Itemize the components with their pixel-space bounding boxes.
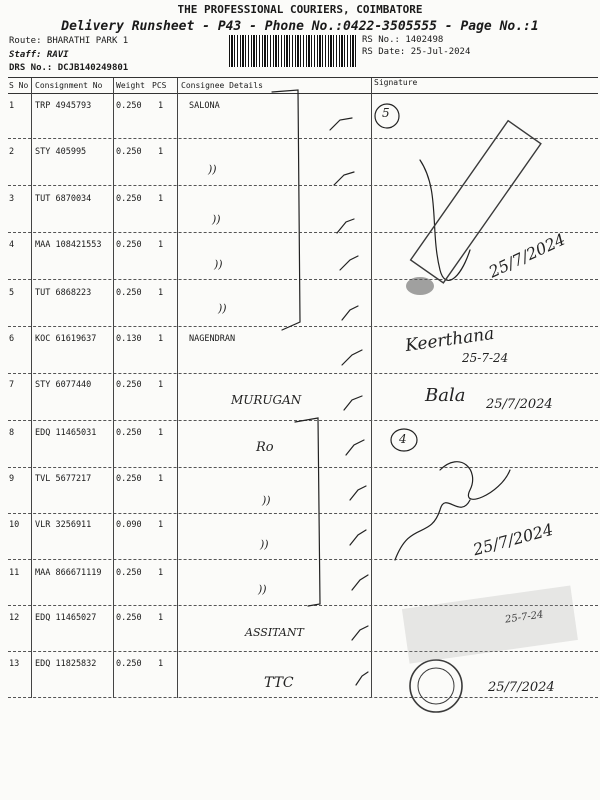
rs-date: RS Date: 25-Jul-2024 <box>362 47 471 57</box>
row-weight: 0.250 <box>116 474 142 484</box>
ditto-mark: )) <box>260 538 269 551</box>
signature-date: 25/7/2024 <box>486 397 553 412</box>
row-consignment: TUT 6868223 <box>35 288 92 298</box>
row-sno: 5 <box>9 288 15 298</box>
row-divider <box>8 279 598 280</box>
company-name: THE PROFESSIONAL COURIERS, COIMBATORE <box>177 3 423 16</box>
signature-date: 25/7/2024 <box>470 519 556 560</box>
handwritten-murugan: MURUGAN <box>231 393 302 407</box>
row-pcs: 1 <box>158 288 164 298</box>
row-weight: 0.130 <box>116 334 142 344</box>
header-consignee: Consignee Details <box>181 81 263 90</box>
row-consignment: TUT 6870034 <box>35 194 92 204</box>
row-consignment: MAA 866671119 <box>35 568 102 578</box>
row-consignment: VLR 3256911 <box>35 520 92 530</box>
ditto-mark: )) <box>214 258 223 271</box>
row-pcs: 1 <box>158 147 164 157</box>
round-seal <box>410 660 462 712</box>
row-divider <box>8 651 598 652</box>
check-stroke <box>340 256 358 270</box>
ditto-mark: )) <box>208 163 217 176</box>
ditto-mark: )) <box>262 494 271 507</box>
row-weight: 0.250 <box>116 659 142 669</box>
row-divider <box>8 232 598 233</box>
check-stroke <box>352 626 368 640</box>
handwritten-ro: Ro <box>256 440 274 455</box>
signature-date: 25/7/2024 <box>485 229 569 282</box>
signature-stroke <box>420 160 470 280</box>
row-weight: 0.250 <box>116 147 142 157</box>
row-divider <box>8 513 598 514</box>
row-pcs: 1 <box>158 194 164 204</box>
signature-stroke <box>395 500 470 560</box>
row-consignment: EDQ 11465031 <box>35 428 97 438</box>
row-sno: 9 <box>9 474 15 484</box>
staff-label: Staff: RAVI <box>9 50 69 60</box>
row-consignee: SALONA <box>189 101 220 111</box>
check-stroke <box>350 530 366 545</box>
ditto-mark: )) <box>258 583 267 596</box>
row-sno: 12 <box>9 613 20 623</box>
header-pcs: PCS <box>152 81 167 90</box>
check-stroke <box>330 118 352 130</box>
row-sno: 6 <box>9 334 15 344</box>
row-pcs: 1 <box>158 428 164 438</box>
sheet-title: Delivery Runsheet - P43 - Phone No.:0422-3505555 - Page No.:1 <box>61 19 539 34</box>
bracket-stroke <box>295 418 320 606</box>
row-consignment: TVL 5677217 <box>35 474 92 484</box>
row-pcs: 1 <box>158 334 164 344</box>
row-sno: 7 <box>9 380 15 390</box>
row-sno: 3 <box>9 194 15 204</box>
route-label: Route: BHARATHI PARK 1 <box>9 36 129 46</box>
row-sno: 1 <box>9 101 15 111</box>
header-signature: Signature <box>374 78 418 87</box>
handwritten-assitant: ASSITANT <box>245 626 304 639</box>
header-sno: S No <box>9 81 29 90</box>
row-divider <box>8 467 598 468</box>
row-divider <box>8 373 598 374</box>
row-consignment: STY 6077440 <box>35 380 92 390</box>
row-pcs: 1 <box>158 474 164 484</box>
row-sno: 4 <box>9 240 15 250</box>
rs-number: RS No.: 1402498 <box>362 35 444 45</box>
check-stroke <box>352 575 368 590</box>
bracket-stroke <box>272 90 300 330</box>
row-divider <box>8 697 598 698</box>
circled-number: 5 <box>382 106 390 120</box>
row-consignment: EDQ 11825832 <box>35 659 97 669</box>
signature-name: Bala <box>425 385 466 406</box>
row-weight: 0.250 <box>116 380 142 390</box>
row-consignee: NAGENDRAN <box>189 334 236 344</box>
drs-number: DRS No.: DCJB140249801 <box>9 63 129 73</box>
header-consignment: Consignment No <box>35 81 103 90</box>
row-weight: 0.250 <box>116 194 142 204</box>
row-consignment: MAA 108421553 <box>35 240 102 250</box>
ditto-mark: )) <box>212 213 221 226</box>
row-weight: 0.090 <box>116 520 142 530</box>
row-weight: 0.250 <box>116 568 142 578</box>
row-sno: 11 <box>9 568 20 578</box>
row-pcs: 1 <box>158 101 164 111</box>
row-divider <box>8 185 598 186</box>
row-weight: 0.250 <box>116 428 142 438</box>
row-divider <box>8 605 598 606</box>
signature-date: 25-7-24 <box>462 351 509 365</box>
row-pcs: 1 <box>158 240 164 250</box>
row-sno: 13 <box>9 659 20 669</box>
row-pcs: 1 <box>158 613 164 623</box>
row-weight: 0.250 <box>116 240 142 250</box>
row-weight: 0.250 <box>116 613 142 623</box>
check-stroke <box>344 396 362 410</box>
row-pcs: 1 <box>158 659 164 669</box>
row-consignment: STY 405995 <box>35 147 87 157</box>
check-stroke <box>342 306 358 320</box>
check-stroke <box>346 440 364 455</box>
check-stroke <box>356 672 368 685</box>
ditto-mark: )) <box>218 302 227 315</box>
row-pcs: 1 <box>158 520 164 530</box>
header-weight: Weight <box>116 81 145 90</box>
round-seal-inner <box>418 668 454 704</box>
table-top-border <box>8 77 598 78</box>
check-stroke <box>337 219 354 233</box>
row-divider <box>8 138 598 139</box>
row-consignment: TRP 4945793 <box>35 101 92 111</box>
row-sno: 8 <box>9 428 15 438</box>
row-divider <box>8 420 598 421</box>
check-stroke <box>342 350 362 365</box>
signature-name: Keerthana <box>404 323 496 357</box>
row-sno: 2 <box>9 147 15 157</box>
row-divider <box>8 326 598 327</box>
row-consignment: KOC 61619637 <box>35 334 97 344</box>
signature-date: 25/7/2024 <box>488 680 555 695</box>
row-pcs: 1 <box>158 380 164 390</box>
signature-date: 25-7-24 <box>504 609 545 626</box>
row-weight: 0.250 <box>116 288 142 298</box>
row-consignment: EDQ 11465027 <box>35 613 97 623</box>
row-weight: 0.250 <box>116 101 142 111</box>
table-header-border <box>8 93 598 94</box>
row-divider <box>8 559 598 560</box>
row-sno: 10 <box>9 520 20 530</box>
barcode-icon <box>229 35 357 67</box>
handwritten-ttc: TTC <box>264 675 294 691</box>
row-pcs: 1 <box>158 568 164 578</box>
check-stroke <box>350 486 366 500</box>
circled-number: 4 <box>399 432 407 446</box>
check-stroke <box>334 172 354 185</box>
